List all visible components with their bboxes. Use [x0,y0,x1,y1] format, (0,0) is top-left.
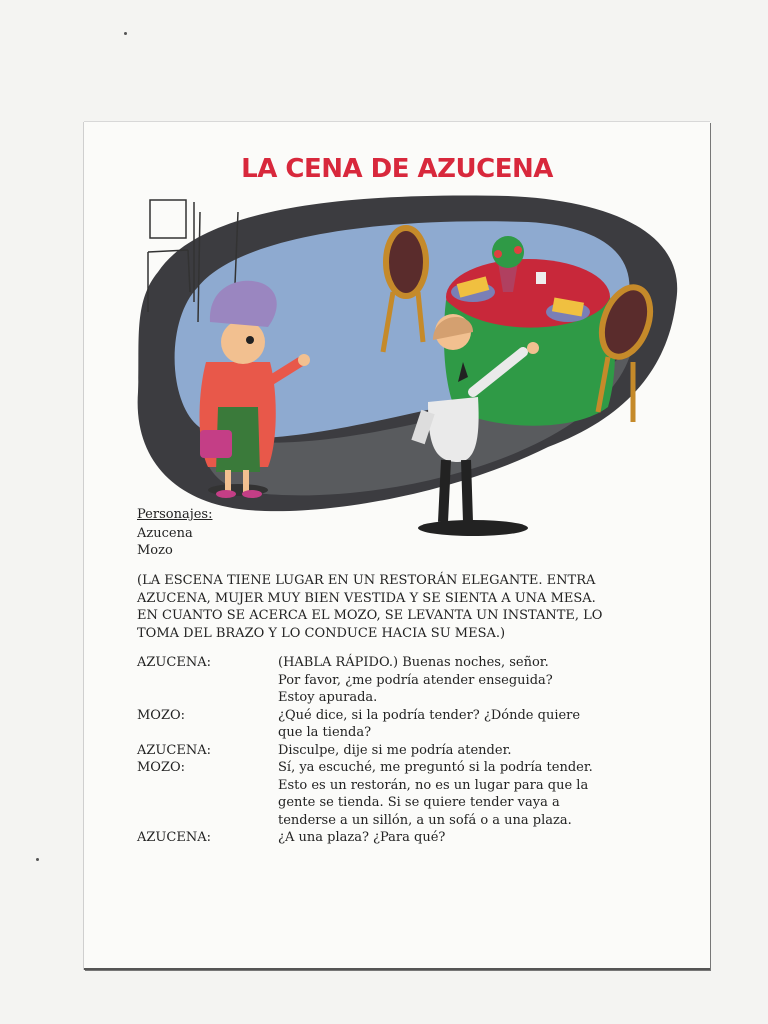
speaker-name: MOZO: [137,760,186,775]
dialogue-line: Sí, ya escuché, me preguntó si la podría tender. [278,760,593,775]
stage-direction: (LA ESCENA TIENE LUGAR EN UN RESTORÁN ELEGANTE. ENTRA AZUCENA, MUJER MUY BIEN VESTIDA Y SE SIENTA A UNA MESA. EN CUANTO SE ACERCA EL MOZO, SE LEVANTA UN INSTANTE, LO TOMA DEL BRAZO Y LO CONDUCE HACIA SU MESA.) [137,573,603,641]
dialogue-line: Disculpe, dije si me podría atender. [278,742,512,758]
cast-heading: Personajes: [137,507,213,522]
dialogue-line: Esto es un restorán, no es un lugar para que la [278,777,589,793]
cast-member: Azucena [137,526,193,541]
restaurant-illustration [128,192,688,537]
dialogue-turn [137,654,677,707]
book-page [84,122,710,970]
dialogue-line: ¿A una plaza? ¿Para qué? [278,830,446,845]
cast-member: Mozo [137,543,173,558]
speaker-name: AZUCENA: [137,830,211,845]
dialogue-turn [137,707,677,742]
speaker-name: MOZO: [137,707,186,723]
dialogue-turn [137,742,677,760]
scan-speck [36,858,39,861]
dialogue-turn [137,759,677,829]
dialogue-line: gente se tienda. Si se quiere tender vaya a [278,795,560,810]
dialogue-line: Por favor, ¿me podría atender enseguida? [278,672,553,688]
dialogue-line: tenderse a un sillón, a un sofá o a una plaza. [278,812,572,828]
dialogue [137,654,677,847]
dialogue-turn [137,829,677,847]
speaker-name: AZUCENA: [137,742,211,758]
page-title: LA CENA DE AZUCENA [241,154,553,184]
dialogue-line: que la tienda? [278,725,372,740]
dialogue-line: (HABLA RÁPIDO.) Buenas noches, señor. [278,655,549,670]
scan-speck [124,32,127,35]
dialogue-line: Estoy apurada. [278,690,378,705]
dialogue-line: ¿Qué dice, si la podría tender? ¿Dónde quiere [278,707,581,723]
speaker-name: AZUCENA: [137,655,211,670]
cast-list [137,525,193,559]
